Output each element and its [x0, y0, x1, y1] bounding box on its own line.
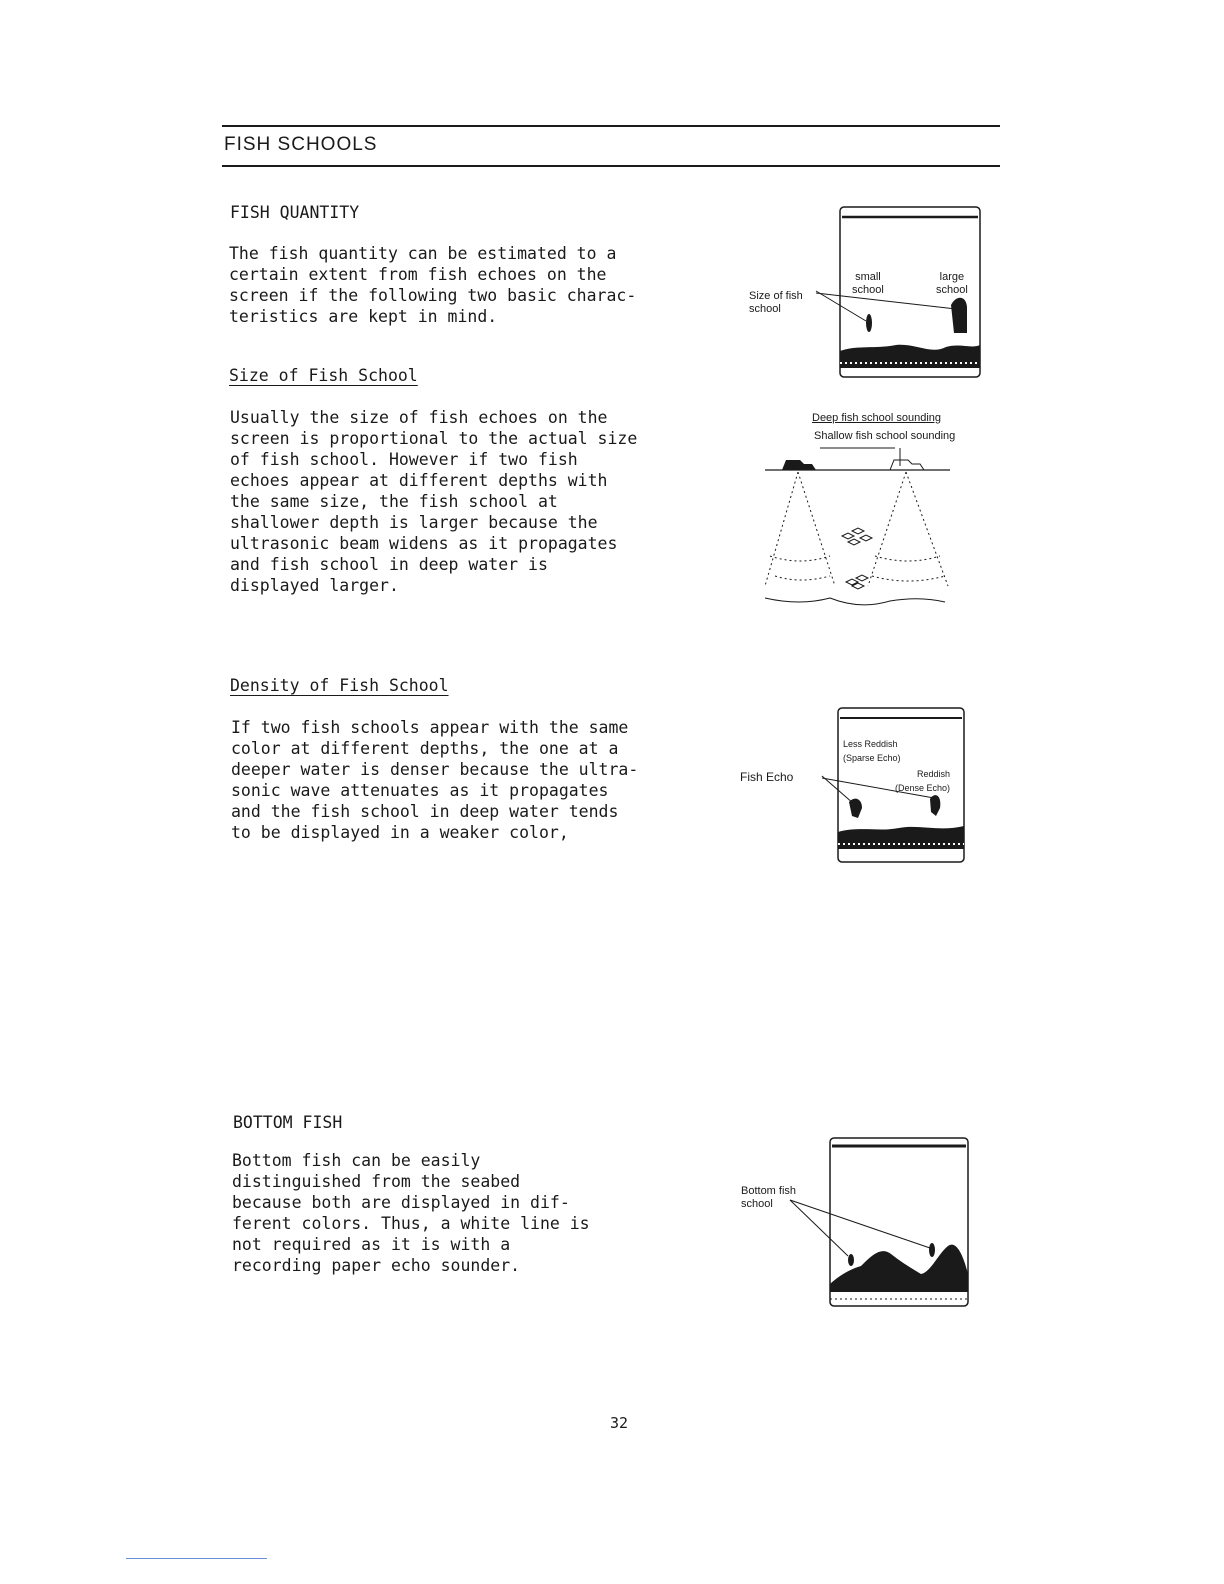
fig3-reddish-label: Reddish (Dense Echo)	[895, 769, 951, 793]
page-title: FISH SCHOOLS	[224, 134, 378, 155]
size-text: Usually the size of fish echoes on the screen is proportional to the actual size of fish school. However if two fish echoes appear at different depths with the same size, the fish school at shallower depth is larger because the ultrasonic beam widens as it propagates and fish school in deep water is displayed larger.	[230, 408, 638, 595]
fish-quantity-text: The fish quantity can be estimated to a certain extent from fish echoes on the screen if the following two basic charac- teristics are kept in mind.	[229, 244, 637, 326]
page-number: 32	[610, 1414, 629, 1432]
fig3-less-reddish-label: Less Reddish (Sparse Echo)	[843, 739, 901, 763]
bottom-fish-text: Bottom fish can be easily distinguished from the seabed because both are displayed in dif- ferent colors. Thus, a white line is not required as it is with a recording paper echo sounder.	[232, 1151, 590, 1275]
size-heading: Size of Fish School	[229, 366, 418, 385]
header-underline	[222, 165, 1000, 167]
fig1-callout: Size of fish school	[749, 290, 803, 315]
density-heading: Density of Fish School	[230, 676, 449, 695]
fig1-large-label: large school	[936, 271, 968, 296]
density-text: If two fish schools appear with the same color at different depths, the one at a deeper water is denser because the ultra- sonic wave attenuates as it propagates and the fish school in deep water tends to be displayed in a weaker color,	[231, 718, 639, 842]
fig1-small-label: small school	[852, 271, 884, 296]
screen-diagram-4	[826, 1134, 972, 1310]
bottom-fish-heading: BOTTOM FISH	[233, 1113, 343, 1132]
fig3-callout: Fish Echo	[740, 770, 794, 784]
fig4-callout: Bottom fish school	[741, 1185, 797, 1210]
sounding-diagram	[760, 446, 960, 616]
fig2-deep-label: Deep fish school sounding	[812, 412, 942, 424]
top-rule	[222, 125, 1000, 127]
fig2-shallow-label: Shallow fish school sounding	[814, 430, 956, 442]
footer-rule	[126, 1558, 267, 1559]
fish-quantity-heading: FISH QUANTITY	[230, 203, 360, 222]
